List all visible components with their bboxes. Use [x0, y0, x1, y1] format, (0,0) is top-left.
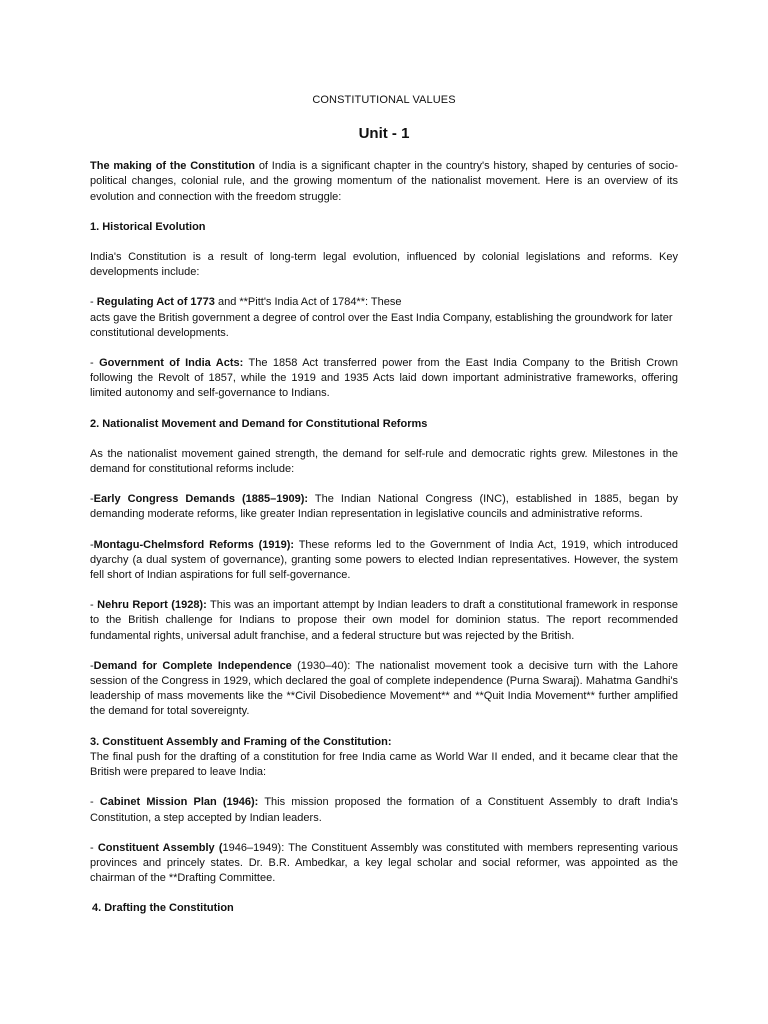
item-text: These reforms led to the Government of India Act, 1919, which introduced dyarchy (a dual system of governance), granting some powers to elected Indian representatives. However, the system fell short of Indian aspirations for full self-governance. [90, 538, 678, 582]
item-prefix: - [90, 659, 94, 672]
item-bold: Montagu-Chelmsford Reforms (1919): [93, 538, 295, 551]
section-1-item-1 [90, 295, 678, 341]
item-text: 1946–1949): The Constituent Assembly was constituted with members representing various provinces and princely states. Dr. B.R. Ambedkar, a key legal scholar and social reformer, was appointed as the chairman of the **Drafting Committee. [90, 841, 678, 885]
item-prefix: - [90, 493, 94, 506]
item-prefix: - [90, 599, 98, 612]
item-text: This was an important attempt by Indian leaders to draft a constitutional framework in response to the British challenge for Indians to propose their own model for dominion status. The report recommended fundamental rights, universal adult franchise, and a federal structure but was rejected by the British. [90, 599, 678, 642]
item-bold: Cabinet Mission Plan (1946): [99, 796, 259, 809]
item-prefix: - [90, 538, 94, 551]
intro-text: of India is a significant chapter in the country's history, shaped by centuries of socio-political changes, colonial rule, and the growing momentum of the nationalist movement. Here is an overview of its evolution and connection with the freedom struggle: [90, 160, 679, 203]
section-3-item-2 [90, 841, 678, 887]
item-text: The 1858 Act transferred power from the East India Company to the British Crown following the Revolt of 1857, while the 1919 and 1935 Acts laid down important administrative frameworks, offering limited autonomy and self-governance to Indians. [90, 357, 678, 400]
item-prefix: - [90, 841, 98, 854]
item-text: This mission proposed the formation of a Constituent Assembly to draft India's Constitution, a step accepted by Indian leaders. [90, 796, 678, 824]
item-bold: Nehru Report (1928): [97, 599, 207, 612]
unit-title: Unit - 1 [358, 125, 410, 143]
section-1-heading: 1. Historical Evolution [90, 220, 206, 233]
section-2-heading: 2. Nationalist Movement and Demand for Constitutional Reforms [90, 417, 428, 430]
section-3-heading: 3. Constituent Assembly and Framing of the Constitution: [90, 735, 392, 748]
item-mid: and **Pitt's India Act of 1784**: These [214, 296, 402, 309]
item-bold: Early Congress Demands (1885–1909): [93, 493, 309, 506]
item-prefix: - [90, 296, 97, 309]
item-prefix: - [90, 357, 100, 370]
item-bold: Constituent Assembly ( [97, 841, 223, 854]
item-bold: Government of India Acts: [99, 357, 244, 370]
section-2-paragraph: As the nationalist movement gained strength, the demand for self-rule and democratic rights grew. Milestones in the demand for constitutional reforms include: [90, 447, 678, 476]
section-3-paragraph: The final push for the drafting of a constitution for free India came as World War II ended, and it became clear that the British were prepared to leave India: [90, 750, 678, 779]
section-4-heading: 4. Drafting the Constitution [92, 902, 234, 915]
section-1-paragraph: India's Constitution is a result of long-term legal evolution, influenced by colonial legislations and reforms. Key developments include: [90, 251, 678, 279]
section-2-item-4 [90, 659, 678, 720]
section-2-item-3 [90, 598, 678, 644]
intro-bold: The making of the Constitution [90, 160, 255, 173]
section-2-item-2 [90, 538, 678, 584]
item-text: (1930–40): The nationalist movement took a decisive turn with the Lahore session of the Congress in 1929, which declared the goal of complete independence (Purna Swaraj). Mahatma Gandhi's leadership of mass movements like the **Civil Disobedience Movement** and **Quit India Movement** further amplified the demand for total sovereignty. [90, 659, 678, 718]
section-1-item-2 [90, 356, 678, 402]
item-bold: Regulating Act of 1773 [96, 296, 215, 309]
item-bold: Demand for Complete Independence [93, 659, 292, 672]
item-prefix: - [90, 796, 100, 809]
item-text: The Indian National Congress (INC), established in 1885, began by demanding moderate reforms, like greater Indian representation in legislative councils and administrative reforms. [90, 493, 678, 521]
item-text: acts gave the British government a degree of control over the East India Company, establishing the groundwork for later constitutional developments. [90, 311, 673, 339]
section-3-item-1 [90, 795, 678, 825]
intro-paragraph [90, 159, 678, 205]
document-title: CONSTITUTIONAL VALUES [312, 94, 456, 106]
document-page [90, 93, 678, 917]
section-2-item-1 [90, 492, 678, 522]
